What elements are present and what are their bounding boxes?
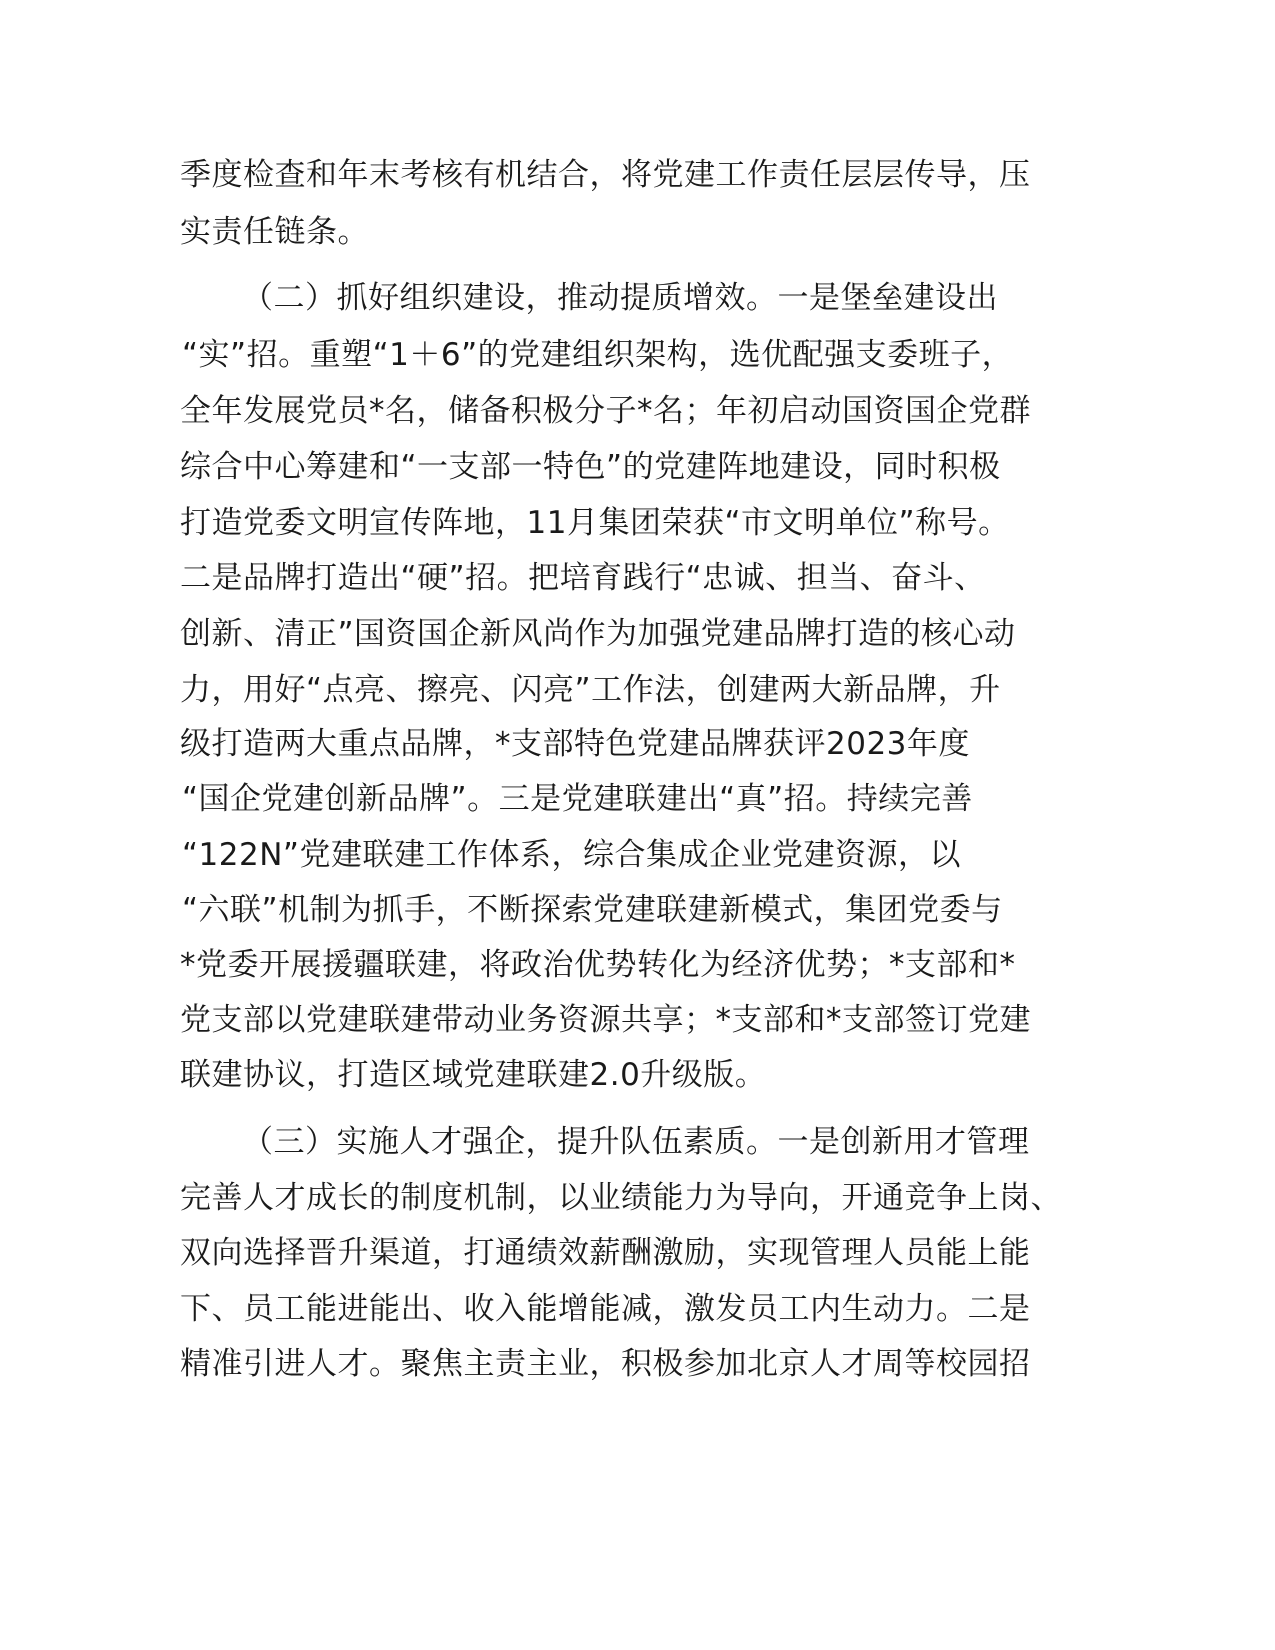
text-line: 打造党委文明宣传阵地，11月集团荣获“市文明单位”称号。 xyxy=(180,505,1010,541)
text-line: 全年发展党员*名，储备积极分子*名；年初启动国资国企党群 xyxy=(180,393,1031,429)
paragraph-heading-2: （二）抓好组织建设，推动提质增效。一是堡垒建设出 xyxy=(242,280,998,316)
text-line: 二是品牌打造出“硬”招。把培育践行“忠诚、担当、奋斗、 xyxy=(180,560,986,596)
text-line: 下、员工能进能出、收入能增能减，激发员工内生动力。二是 xyxy=(180,1291,1031,1327)
text-line: 完善人才成长的制度机制，以业绩能力为导向，开通竞争上岗、 xyxy=(180,1180,1062,1216)
text-line: *党委开展援疆联建，将政治优势转化为经济优势；*支部和* xyxy=(180,947,1016,983)
text-line: “六联”机制为抓手，不断探索党建联建新模式，集团党委与 xyxy=(182,892,1003,928)
text-line: 创新、清正”国资国企新风尚作为加强党建品牌打造的核心动 xyxy=(180,616,1016,652)
text-line: 双向选择晋升渠道，打通绩效薪酬激励，实现管理人员能上能 xyxy=(180,1235,1031,1271)
text-line: 精准引进人才。聚焦主责主业，积极参加北京人才周等校园招 xyxy=(180,1346,1031,1382)
text-line: “国企党建创新品牌”。三是党建联建出“真”招。持续完善 xyxy=(182,781,973,817)
paragraph-heading-3: （三）实施人才强企，提升队伍素质。一是创新用才管理 xyxy=(242,1124,1030,1160)
text-line: 党支部以党建联建带动业务资源共享；*支部和*支部签订党建 xyxy=(180,1002,1031,1038)
text-line: “122N”党建联建工作体系，综合集成企业党建资源，以 xyxy=(182,837,961,873)
text-line: “实”招。重塑“1＋6”的党建组织架构，选优配强支委班子， xyxy=(182,337,1014,373)
text-line: 季度检查和年末考核有机结合，将党建工作责任层层传导，压 xyxy=(180,157,1031,193)
text-line: 级打造两大重点品牌，*支部特色党建品牌获评2023年度 xyxy=(180,726,970,762)
text-line: 联建协议，打造区域党建联建2.0升级版。 xyxy=(180,1057,767,1093)
text-line: 力，用好“点亮、擦亮、闪亮”工作法，创建两大新品牌，升 xyxy=(180,672,1001,708)
text-line: 实责任链条。 xyxy=(180,214,369,250)
text-line: 综合中心筹建和“一支部一特色”的党建阵地建设，同时积极 xyxy=(180,449,1001,485)
